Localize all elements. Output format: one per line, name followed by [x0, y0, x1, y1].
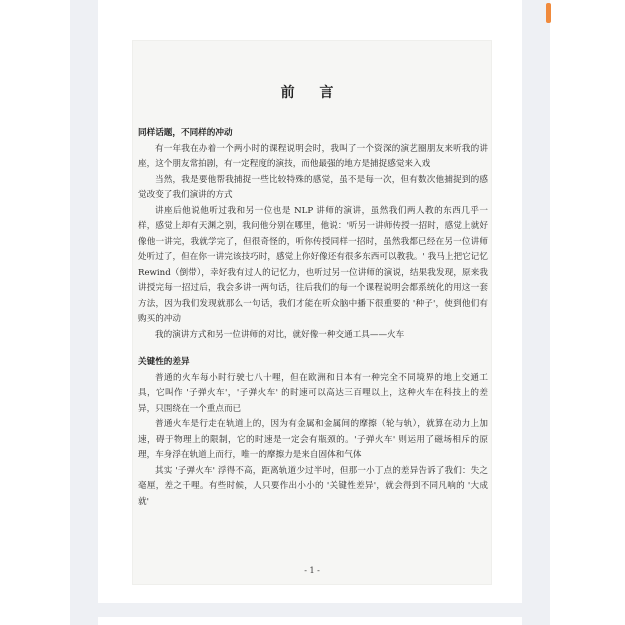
paragraph: 我的演讲方式和另一位讲师的对比，就好像一种交通工具——火车 [155, 329, 405, 340]
section-heading: 同样话题，不同样的冲动 [138, 128, 233, 138]
page-title: 前 言 [280, 85, 344, 101]
paragraph: 其实 '子弹火车' 浮得不高，距离轨道少过半吋，但那一小丁点的差异告诉了我们：失之毫厘，差之千哩。有些时候，人只要作出小小的 '关键性差异'，就会得到不同凡响的 '大成就' [138, 465, 488, 507]
page-body [138, 126, 488, 510]
page-number: - 1 - [304, 566, 320, 575]
scrollbar-thumb[interactable] [546, 3, 551, 23]
page-separator [98, 603, 522, 617]
viewer-gutter-right [522, 0, 550, 625]
paragraph: 当然，我是要他帮我捕捉一些比较特殊的感觉，虽不是每一次，但有数次他捕捉到的感觉改变了我们演讲的方式 [138, 174, 488, 200]
viewer-gutter-left [70, 0, 98, 625]
section-heading: 关键性的差异 [138, 357, 190, 367]
paragraph: 讲座后他说他听过我和另一位也是 NLP 讲师的演讲，虽然我们两人教的东西几乎一样，感觉上却有天渊之别，我问他分别在哪里，他说：'听另一讲师传授一招时，感觉上就好像他一讲完，我就学完了，但很奇怪的，听你传授同样一招时，虽然我都已经在另一位讲师处听过了，但在你一讲完该技巧时，感觉上你好像还有很多东西可以教我。' 我马上把它记忆 Rewind（倒带），幸好我有过人的记忆力，也听过另一位讲师的演说，结果我发现，原来我讲授完每一招过后，我会多讲一两句话，往后我们的每一个课程说明会都系统化的用这一套方法，因为我们发现就那么一句话，我们才能在听众脑中播下很重要的 '种子'，使到他们有购买的冲动 [138, 205, 488, 324]
next-page-edge [98, 617, 522, 625]
paragraph: 普通火车是行走在轨道上的，因为有金属和金属间的摩擦（轮与轨），就算在动力上加速，碍于物理上的限制，它的时速是一定会有瓶颈的。'子弹火车' 则运用了磁场相斥的原理，车身浮在轨道上而行，唯一的摩擦力是来自固体和气体 [138, 419, 488, 460]
section-spacer [138, 343, 488, 355]
paragraph: 普通的火车每小时行驶七八十哩，但在欧洲和日本有一种完全不同境界的地上交通工具，它叫作 '子弹火车'，'子弹火车' 的时速可以高达三百哩以上，这种火车在科技上的差异，只围绕在一个重点而已 [138, 372, 488, 414]
document-page [98, 0, 522, 603]
paragraph: 有一年我在办着一个两小时的课程说明会时，我叫了一个资深的演艺圈朋友来听我的讲座，这个朋友常拍剧，有一定程度的演技，而他最强的地方是捕捉感觉来入戏 [138, 143, 488, 169]
scanned-page-image [132, 40, 492, 585]
